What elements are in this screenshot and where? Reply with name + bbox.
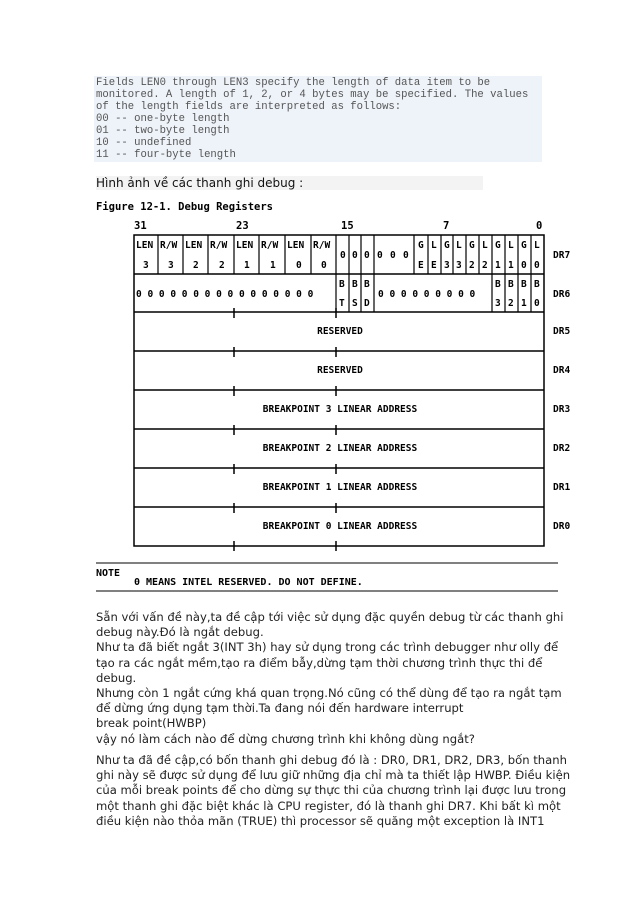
paragraph-line: Như ta đã biết ngắt 3(INT 3h) hay sử dụng trong các trình debugger như olly để xyxy=(96,640,559,655)
dr7-enable-bottom: 2 xyxy=(482,260,488,271)
dr6-right-top: B xyxy=(521,279,527,290)
dr7-enable-top: G xyxy=(521,240,527,251)
dr7-field-bottom: 2 xyxy=(219,260,225,271)
dr6-b-bottom: S xyxy=(352,298,358,309)
dr7-field-top: LEN xyxy=(185,240,203,251)
dr7-enable-top: L xyxy=(456,240,462,251)
register-name: DR0 xyxy=(553,521,571,532)
register-names xyxy=(553,250,570,532)
dr7-enable-bottom: 1 xyxy=(495,260,501,271)
row-label: RESERVED xyxy=(317,326,363,337)
dr6-right-bottom: 3 xyxy=(495,298,501,309)
dr6-zeros-mid: 0 0 0 0 0 0 0 0 0 xyxy=(378,289,476,300)
paragraph-line: break point(HWBP) xyxy=(96,716,207,731)
dr7-enable-bottom: 1 xyxy=(508,260,514,271)
paragraph-1 xyxy=(96,610,564,747)
dr7-enable-top: L xyxy=(508,240,514,251)
dr7-field-bottom: 3 xyxy=(168,260,174,271)
row-label: BREAKPOINT 0 LINEAR ADDRESS xyxy=(262,521,418,532)
code-line: monitored. A length of 1, 2, or 4 bytes may be specified. The values xyxy=(96,89,529,101)
bit-label: 0 xyxy=(536,220,543,232)
paragraph-line: debug này.Đó là ngắt debug. xyxy=(96,625,264,640)
paragraph-line: của mỗi break points để cho dừng sự thực thi của chương trình lại được lưu trong xyxy=(96,783,567,798)
dr7-enable-bottom: 0 xyxy=(534,260,540,271)
dr7-enable-bottom: 3 xyxy=(456,260,462,271)
dr6-right-top: B xyxy=(495,279,501,290)
dr7-enable-top: L xyxy=(482,240,488,251)
dr7-field-bottom: 1 xyxy=(270,260,276,271)
dr6-b-bottom: T xyxy=(339,298,345,309)
dr7-enable-top: L xyxy=(431,240,437,251)
row-label: RESERVED xyxy=(317,365,363,376)
dr7-enable-top: G xyxy=(418,240,424,251)
dr7-field-top: LEN xyxy=(236,240,254,251)
paragraph-line: vậy nó làm cách nào để dừng chương trình khi không dùng ngắt? xyxy=(96,731,475,746)
bit-label: 7 xyxy=(443,220,450,232)
code-line: of the length fields are interpreted as follows: xyxy=(96,101,402,113)
code-line: 10 -- undefined xyxy=(96,137,192,149)
paragraph-line: để dừng ứng dụng tạm thời.Ta đang nói đến hardware interrupt xyxy=(96,701,464,716)
dr6-right-bottom: 2 xyxy=(508,298,514,309)
row-label: BREAKPOINT 3 LINEAR ADDRESS xyxy=(262,404,418,415)
register-name: DR4 xyxy=(553,365,571,376)
dr7-field-top: R/W xyxy=(210,240,228,251)
dr7-field-top: R/W xyxy=(313,240,331,251)
paragraph-line: Nhưng còn 1 ngắt cứng khá quan trọng.Nó cũng có thể dùng để tạo ra ngắt tạm xyxy=(96,686,562,701)
dr7-enable-bottom: E xyxy=(431,260,437,271)
paragraph-line: ghi này sẽ được sử dụng để lưu giữ những địa chỉ mà ta thiết lập HWBP. Điều kiện xyxy=(96,768,571,783)
bit-label: 31 xyxy=(134,220,147,232)
bit-label: 23 xyxy=(236,220,249,232)
dr7-zero: 0 xyxy=(377,250,383,261)
paragraph-line: tạo ra các ngắt mềm,tạo ra điểm bẫy,dừng tạm thời chương trình thực thi để xyxy=(96,655,543,670)
dr7-enable-top: G xyxy=(444,240,450,251)
dr7-enable-top: L xyxy=(534,240,540,251)
dr7-field-bottom: 1 xyxy=(244,260,250,271)
code-line: 00 -- one-byte length xyxy=(96,113,230,125)
dr7-enable-bottom: 2 xyxy=(469,260,475,271)
dr7-field-top: R/W xyxy=(160,240,178,251)
dr6-right-bottom: 1 xyxy=(521,298,527,309)
register-name: DR7 xyxy=(553,250,571,261)
dr7-zero: 0 xyxy=(352,250,358,261)
dr6-b-top: B xyxy=(339,279,345,290)
paragraph-line: Như ta đã đề cập,có bốn thanh ghi debug đó là : DR0, DR1, DR2, DR3, bốn thanh xyxy=(96,753,567,767)
figure-title: Figure 12-1. Debug Registers xyxy=(96,201,274,213)
dr7-zero: 0 xyxy=(403,250,409,261)
dr6-b-bottom: D xyxy=(364,298,370,309)
dr6-right-bottom: 0 xyxy=(534,298,540,309)
register-name: DR1 xyxy=(553,482,571,493)
dr7-enable-bottom: 0 xyxy=(521,260,527,271)
dr7-field-bottom: 0 xyxy=(321,260,327,271)
dr6-b-top: B xyxy=(352,279,358,290)
code-line: Fields LEN0 through LEN3 specify the length of data item to be xyxy=(96,77,491,89)
dr7-zero: 0 xyxy=(364,250,370,261)
note-label: NOTE xyxy=(96,568,121,579)
dr6-right-top: B xyxy=(534,279,540,290)
dr7-field-top: LEN xyxy=(287,240,305,251)
note-text: 0 MEANS INTEL RESERVED. DO NOT DEFINE. xyxy=(134,577,363,588)
section-heading: Hình ảnh về các thanh ghi debug : xyxy=(96,176,483,190)
row-label: BREAKPOINT 2 LINEAR ADDRESS xyxy=(262,443,418,454)
dr7-zero: 0 xyxy=(390,250,396,261)
paragraph-line: Sẵn với vấn đề này,ta đề cập tới việc sử dụng đặc quyền debug từ các thanh ghi xyxy=(96,610,564,624)
dr7-field-top: R/W xyxy=(261,240,279,251)
dr6-right-top: B xyxy=(508,279,514,290)
dr6-fields xyxy=(136,279,540,309)
dr7-field-bottom: 3 xyxy=(143,260,149,271)
dr7-enable-bottom: E xyxy=(418,260,424,271)
bit-label: 15 xyxy=(341,220,354,232)
register-name: DR3 xyxy=(553,404,571,415)
dr7-field-bottom: 0 xyxy=(296,260,302,271)
paragraph-line: một thanh ghi đặc biệt khác là CPU register, đó là thanh ghi DR7. Khi bất kì một xyxy=(96,798,561,813)
register-name: DR2 xyxy=(553,443,571,454)
code-line: 01 -- two-byte length xyxy=(96,125,230,137)
dr7-zero: 0 xyxy=(340,250,346,261)
register-name: DR6 xyxy=(553,289,571,300)
dr6-zeros: 0 0 0 0 0 0 0 0 0 0 0 0 0 0 0 0 xyxy=(136,289,314,300)
row-label: BREAKPOINT 1 LINEAR ADDRESS xyxy=(262,482,418,493)
dr7-field-top: LEN xyxy=(136,240,154,251)
code-line: 11 -- four-byte length xyxy=(96,149,236,161)
paragraph-line: điều kiện nào thỏa mãn (TRUE) thì processor sẽ quăng một exception là INT1 xyxy=(96,813,545,828)
dr7-enable-bottom: 3 xyxy=(444,260,450,271)
dr7-enable-top: G xyxy=(469,240,475,251)
dr7-enable-top: G xyxy=(495,240,501,251)
register-name: DR5 xyxy=(553,326,571,337)
paragraph-line: debug. xyxy=(96,670,137,685)
dr7-field-bottom: 2 xyxy=(193,260,199,271)
dr6-b-top: B xyxy=(364,279,370,290)
paragraph-2 xyxy=(96,753,570,829)
